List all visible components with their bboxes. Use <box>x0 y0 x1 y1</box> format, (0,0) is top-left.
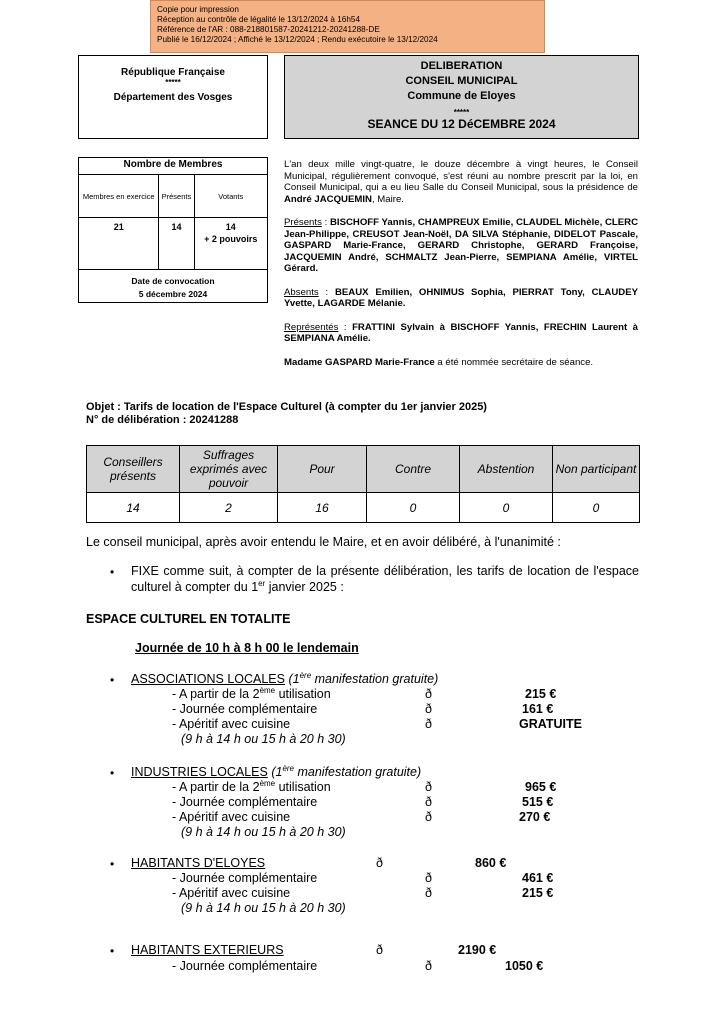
secretary-text: a été nommée secrétaire de séance. <box>434 356 594 368</box>
indus-hours: (9 h à 14 h ou 15 h à 20 h 30) <box>181 825 346 839</box>
bullet-icon: • <box>110 857 115 871</box>
stamp-line: Référence de l'AR : 088-218801587-20241212-20241288-DE <box>157 25 380 34</box>
convocation-box <box>78 269 268 303</box>
assoc-note-sup: ère <box>299 670 312 680</box>
indus-heading <box>131 764 421 780</box>
apartir-text: - A partir de la 2 <box>172 780 260 794</box>
assoc-hours: (9 h à 14 h ou 15 h à 20 h 30) <box>181 732 346 746</box>
object-title: Objet : Tarifs de location de l'Espace Culturel (à compter du 1er janvier 2025) <box>86 401 487 413</box>
fixe-text: FIXE comme suit, à compter de la présente délibération, les tarifs de location de l'espace culturel à compter du 1 <box>131 564 639 594</box>
votants-extra: + 2 pouvoirs <box>204 234 258 244</box>
ext-line-journee: - Journée complémentaire <box>172 959 318 973</box>
members-value: 14 <box>159 218 194 270</box>
bullet-icon: • <box>110 766 115 780</box>
fixe-paragraph <box>131 563 639 595</box>
convocation-label: Date de convocation <box>131 276 215 286</box>
intro-text-end: , Maire. <box>371 193 404 205</box>
indus-price: 270 € <box>519 810 551 824</box>
represented-paragraph: Représentés : FRATTINI Sylvain à BISCHOFF Yannis, FRECHIN Laurent à SEMPIANA Amélie. <box>284 321 639 344</box>
vote-value: 2 <box>180 493 278 523</box>
bullet-icon: • <box>110 565 115 579</box>
deliberation-title: DELIBERATION <box>420 60 503 72</box>
bullet-icon: • <box>110 944 115 958</box>
indus-note: (1 <box>267 765 283 779</box>
hab-hours: (9 h à 14 h ou 15 h à 20 h 30) <box>181 901 346 915</box>
assoc-price: 215 € <box>525 687 557 701</box>
arrow-icon: ð <box>425 780 432 794</box>
indus-title: INDUSTRIES LOCALES <box>131 765 268 779</box>
absents-label: Absents <box>284 286 319 298</box>
secretary-paragraph <box>284 357 638 369</box>
members-header: Présents <box>159 175 194 218</box>
assoc-price: 161 € <box>522 702 554 716</box>
arrow-icon: ð <box>425 795 432 809</box>
apartir-sup: ème <box>259 778 276 788</box>
assoc-note-end: manifestation gratuite) <box>311 672 439 686</box>
apartir-sup: ème <box>259 685 276 695</box>
section-title: ESPACE CULTUREL EN TOTALITE <box>86 612 291 626</box>
republic-label: République Française <box>121 67 225 78</box>
arrow-icon: ð <box>425 810 432 824</box>
arrow-icon: ð <box>376 943 383 957</box>
members-value: 21 <box>79 218 159 270</box>
hab-price: 215 € <box>522 886 554 900</box>
indus-note-sup: ère <box>282 763 294 773</box>
council-title: CONSEIL MUNICIPAL <box>405 75 518 87</box>
ext-price: 2190 € <box>458 943 497 957</box>
header-right-box <box>284 55 639 139</box>
stars-separator: ***** <box>453 108 470 117</box>
hab-title: HABITANTS D'ELOYES <box>131 856 266 870</box>
presents-label: Présents <box>284 217 322 228</box>
assoc-line-apartir <box>172 686 331 702</box>
arrow-icon: ð <box>425 871 432 885</box>
assoc-title: ASSOCIATIONS LOCALES <box>131 672 285 686</box>
arrow-icon: ð <box>425 959 432 973</box>
legality-stamp <box>150 0 545 53</box>
members-header: Membres en exercice <box>79 175 159 218</box>
absents-paragraph: Absents : BEAUX Emilien, OHNIMUS Sophia, PIERRAT Tony, CLAUDEY Yvette, LAGARDE Mélanie. <box>284 286 638 309</box>
fixe-sup: er <box>258 578 266 588</box>
fixe-text-end: janvier 2025 : <box>265 580 344 594</box>
indus-price: 965 € <box>525 780 557 794</box>
indus-price: 515 € <box>522 795 554 809</box>
indus-line-aperitif: - Apéritif avec cuisine <box>172 810 291 824</box>
intro-paragraph <box>284 159 638 205</box>
stamp-line: Réception au contrôle de légalité le 13/12/2024 à 16h54 <box>157 15 361 24</box>
secretary-name: Madame GASPARD Marie-France <box>284 356 435 368</box>
votants-value: 14 <box>225 222 236 232</box>
ext-title: HABITANTS EXTERIEURS <box>131 943 284 957</box>
bullet-icon: • <box>110 673 115 687</box>
decision-intro: Le conseil municipal, après avoir entendu le Maire, et en avoir délibéré, à l'unanimité : <box>86 535 561 549</box>
assoc-price: GRATUITE <box>519 717 582 731</box>
indus-line-apartir <box>172 779 331 795</box>
deliberation-number: N° de délibération : 20241288 <box>86 414 239 426</box>
arrow-icon: ð <box>425 886 432 900</box>
header-left-box <box>78 55 268 139</box>
vote-header: Abstention <box>460 446 553 493</box>
hab-line-journee: - Journée complémentaire <box>172 871 318 885</box>
department-label: Département des Vosges <box>113 92 233 103</box>
hab-line-aperitif: - Apéritif avec cuisine <box>172 886 291 900</box>
members-title: Nombre de Membres <box>79 158 268 175</box>
assoc-note: (1 <box>284 672 300 686</box>
arrow-icon: ð <box>425 717 432 731</box>
apartir-text-end: utilisation <box>275 687 331 701</box>
stamp-line: Copie pour impression <box>157 5 239 14</box>
arrow-icon: ð <box>376 856 383 870</box>
apartir-text: - A partir de la 2 <box>172 687 260 701</box>
preamble <box>284 159 638 380</box>
absents-list: BEAUX Emilien, OHNIMUS Sophia, PIERRAT Tony, CLAUDEY Yvette, LAGARDE Mélanie. <box>284 286 638 309</box>
vote-header: Non participant <box>553 446 640 493</box>
indus-note-end: manifestation gratuite) <box>294 765 422 779</box>
represented-list: FRATTINI Sylvain à BISCHOFF Yannis, FRECHIN Laurent à SEMPIANA Amélie. <box>284 321 639 344</box>
seance-date: SEANCE DU 12 DéCEMBRE 2024 <box>367 117 556 131</box>
assoc-line-journee: - Journée complémentaire <box>172 702 318 716</box>
stamp-line: Publié le 16/12/2024 ; Affiché le 13/12/2024 ; Rendu exécutoire le 13/12/2024 <box>157 35 438 44</box>
arrow-icon: ð <box>425 702 432 716</box>
hab-price: 461 € <box>522 871 554 885</box>
journee-title: Journée de 10 h à 8 h 00 le lendemain <box>135 641 359 655</box>
indus-line-journee: - Journée complémentaire <box>172 795 318 809</box>
members-value-cell <box>194 218 268 270</box>
arrow-icon: ð <box>425 687 432 701</box>
deliberation-object <box>86 401 487 427</box>
represented-label: Représentés <box>284 321 339 333</box>
commune-title: Commune de Eloyes <box>407 90 516 102</box>
vote-header: Pour <box>278 446 367 493</box>
vote-value: 16 <box>278 493 367 523</box>
stars-separator: ***** <box>165 78 181 87</box>
presents-paragraph: Présents : BISCHOFF Yannis, CHAMPREUX Emilie, CLAUDEL Michèle, CLERC Jean-Philippe, CREUSOT Jean-Noël, DA SILVA Stéphanie, DIDELOT Pascale, GASPARD Marie-France, GERARD Christophe, GERARD Françoise, JACQUEMIN André, SCHMALTZ Jean-Pierre, SEMPIANA Amélie, VIRTEL Gérard. <box>284 217 638 274</box>
vote-value: 0 <box>367 493 460 523</box>
presents-list: BISCHOFF Yannis, CHAMPREUX Emilie, CLAUDEL Michèle, CLERC Jean-Philippe, CREUSOT Jean-Noël, DA SILVA Stéphanie, DIDELOT Pascale, GASPARD Marie-France, GERARD Christophe, GERARD Françoise, JACQUEMIN André, SCHMALTZ Jean-Pierre, SEMPIANA Amélie, VIRTEL Gérard. <box>284 217 638 274</box>
members-table <box>78 157 268 270</box>
intro-text: L'an deux mille vingt-quatre, le douze décembre à vingt heures, le Conseil Municipal, régulièrement convoqué, s'est réuni au nombre prescrit par la loi, en Conseil Municipal, qui a eu lieu Salle du Conseil Municipal, sous la présidence de <box>284 159 638 193</box>
vote-header: Suffrages exprimés avec pouvoir <box>180 446 278 493</box>
convocation-date: 5 décembre 2024 <box>138 289 208 299</box>
vote-value: 0 <box>460 493 553 523</box>
president-name: André JACQUEMIN <box>284 193 372 205</box>
hab-price: 860 € <box>475 856 507 870</box>
vote-header: Conseillers présents <box>87 446 180 493</box>
vote-value: 0 <box>553 493 640 523</box>
members-header: Votants <box>194 175 268 218</box>
vote-value: 14 <box>87 493 180 523</box>
vote-header: Contre <box>367 446 460 493</box>
assoc-heading <box>131 671 438 687</box>
ext-price: 1050 € <box>505 959 544 973</box>
apartir-text-end: utilisation <box>275 780 331 794</box>
assoc-line-aperitif: - Apéritif avec cuisine <box>172 717 291 731</box>
vote-table <box>86 445 640 523</box>
